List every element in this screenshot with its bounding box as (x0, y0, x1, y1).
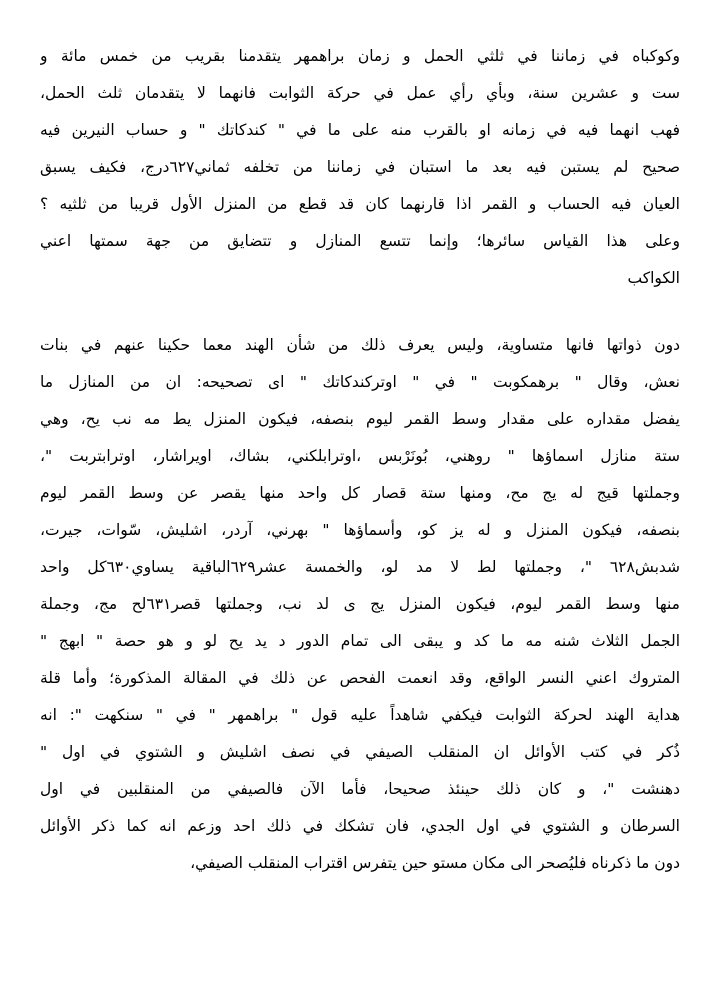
paragraph-gap (40, 297, 680, 327)
text-line: يفضل مقداره على مقدار وسط القمر ليوم بنصفه، فيكون المنزل يط مه نب يح، وهي (40, 410, 680, 428)
text-line: وكوكباه في زماننا في ثلثي الحمل و زمان براهمهر يتقدمنا بقريب من خمس مائة و (40, 47, 680, 65)
text-line: الجمل الثلاث شنه مه ما كد و يبقى الى تمام الدور د يد يح لو و هو حصة " ابهج " (40, 632, 680, 650)
text-line: ست و عشرين سنة، وبأي رأي عمل في حركة الثوابت فانهما لا يتقدمان ثلث الحمل، (40, 84, 680, 102)
text-line: وعلى هذا القياس سائرها؛ وإنما تتسع المنازل و تتضايق من جهة سمتها اعني (40, 232, 680, 250)
text-line: هداية الهند لحركة الثوابت فيكفي شاهداً عليه قول " براهمهر " في " سنكهت ": انه (40, 706, 680, 724)
text-line: بنصفه، فيكون المنزل و له يز كو، وأسماؤها " بهرني، آردر، اشليش، سّوات، جيرت، (40, 521, 680, 539)
text-line: صحيح لم يستبن فيه بعد ما استبان في زماننا من تخلفه ثماني٦٢٧درج، فكيف يسبق (40, 158, 680, 176)
paragraph-2 (40, 327, 680, 882)
document-page (40, 38, 680, 882)
text-line: دهنشت "، و كان ذلك حينئذ صحيحا، فأما الآن فالصيفي من المنقلبين في اول (40, 780, 680, 798)
text-line: دون ما ذكرناه فليُصحر الى مكان مستو حين يتفرس اقتراب المنقلب الصيفي، (190, 854, 680, 872)
text-line: فهب انهما فيه في زمانه او بالقرب منه على ما في " كندكاتك " و حساب النيرين فيه (40, 121, 680, 139)
text-line: منها وسط القمر ليوم، فيكون المنزل يج ى لد نب، وجملتها قصر٦٣١لح مج، وجملة (40, 595, 680, 613)
text-line: نعش، وقال " برهمكوبت " في " اوتركندكاتك " اى تصحيحه: ان من المنازل ما (40, 373, 680, 391)
text-line: العيان فيه الحساب و القمر اذا قارنهما كان قد قطع من المنزل الأول قريبا من ثلثيه ؟ (40, 195, 680, 213)
text-line: الكواكب (627, 269, 680, 287)
text-line: شدبش٦٢٨ "، وجملتها لط لا مد لو، والخمسة عشر٦٢٩الباقية يساوي٦٣٠كل واحد (40, 558, 680, 576)
text-line: ستة منازل اسماؤها " روهني، بُونَرْبس ،اوترابلكني، بشاك، اويراشار، اوترابتربت "، (40, 447, 680, 465)
text-line: ذُكر في كتب الأوائل ان المنقلب الصيفي في نصف اشليش و الشتوي في اول " (40, 743, 680, 761)
text-line: المتروك اعني النسر الواقع، وقد انعمت الفحص عن ذلك في المقالة المذكورة؛ وأما قلة (40, 669, 680, 687)
text-line: وجملتها قيج له يج مح، ومنها ستة قصار كل واحد منها يقصر عن وسط القمر ليوم (40, 484, 680, 502)
text-line: دون ذواتها فانها متساوية، وليس يعرف ذلك من شأن الهند معما حكينا عنهم في بنات (40, 336, 680, 354)
text-line: السرطان و الشتوي في اول الجدي، فان تشكك في ذلك احد وزعم انه كما ذكر الأوائل (40, 817, 680, 835)
paragraph-1 (40, 38, 680, 297)
